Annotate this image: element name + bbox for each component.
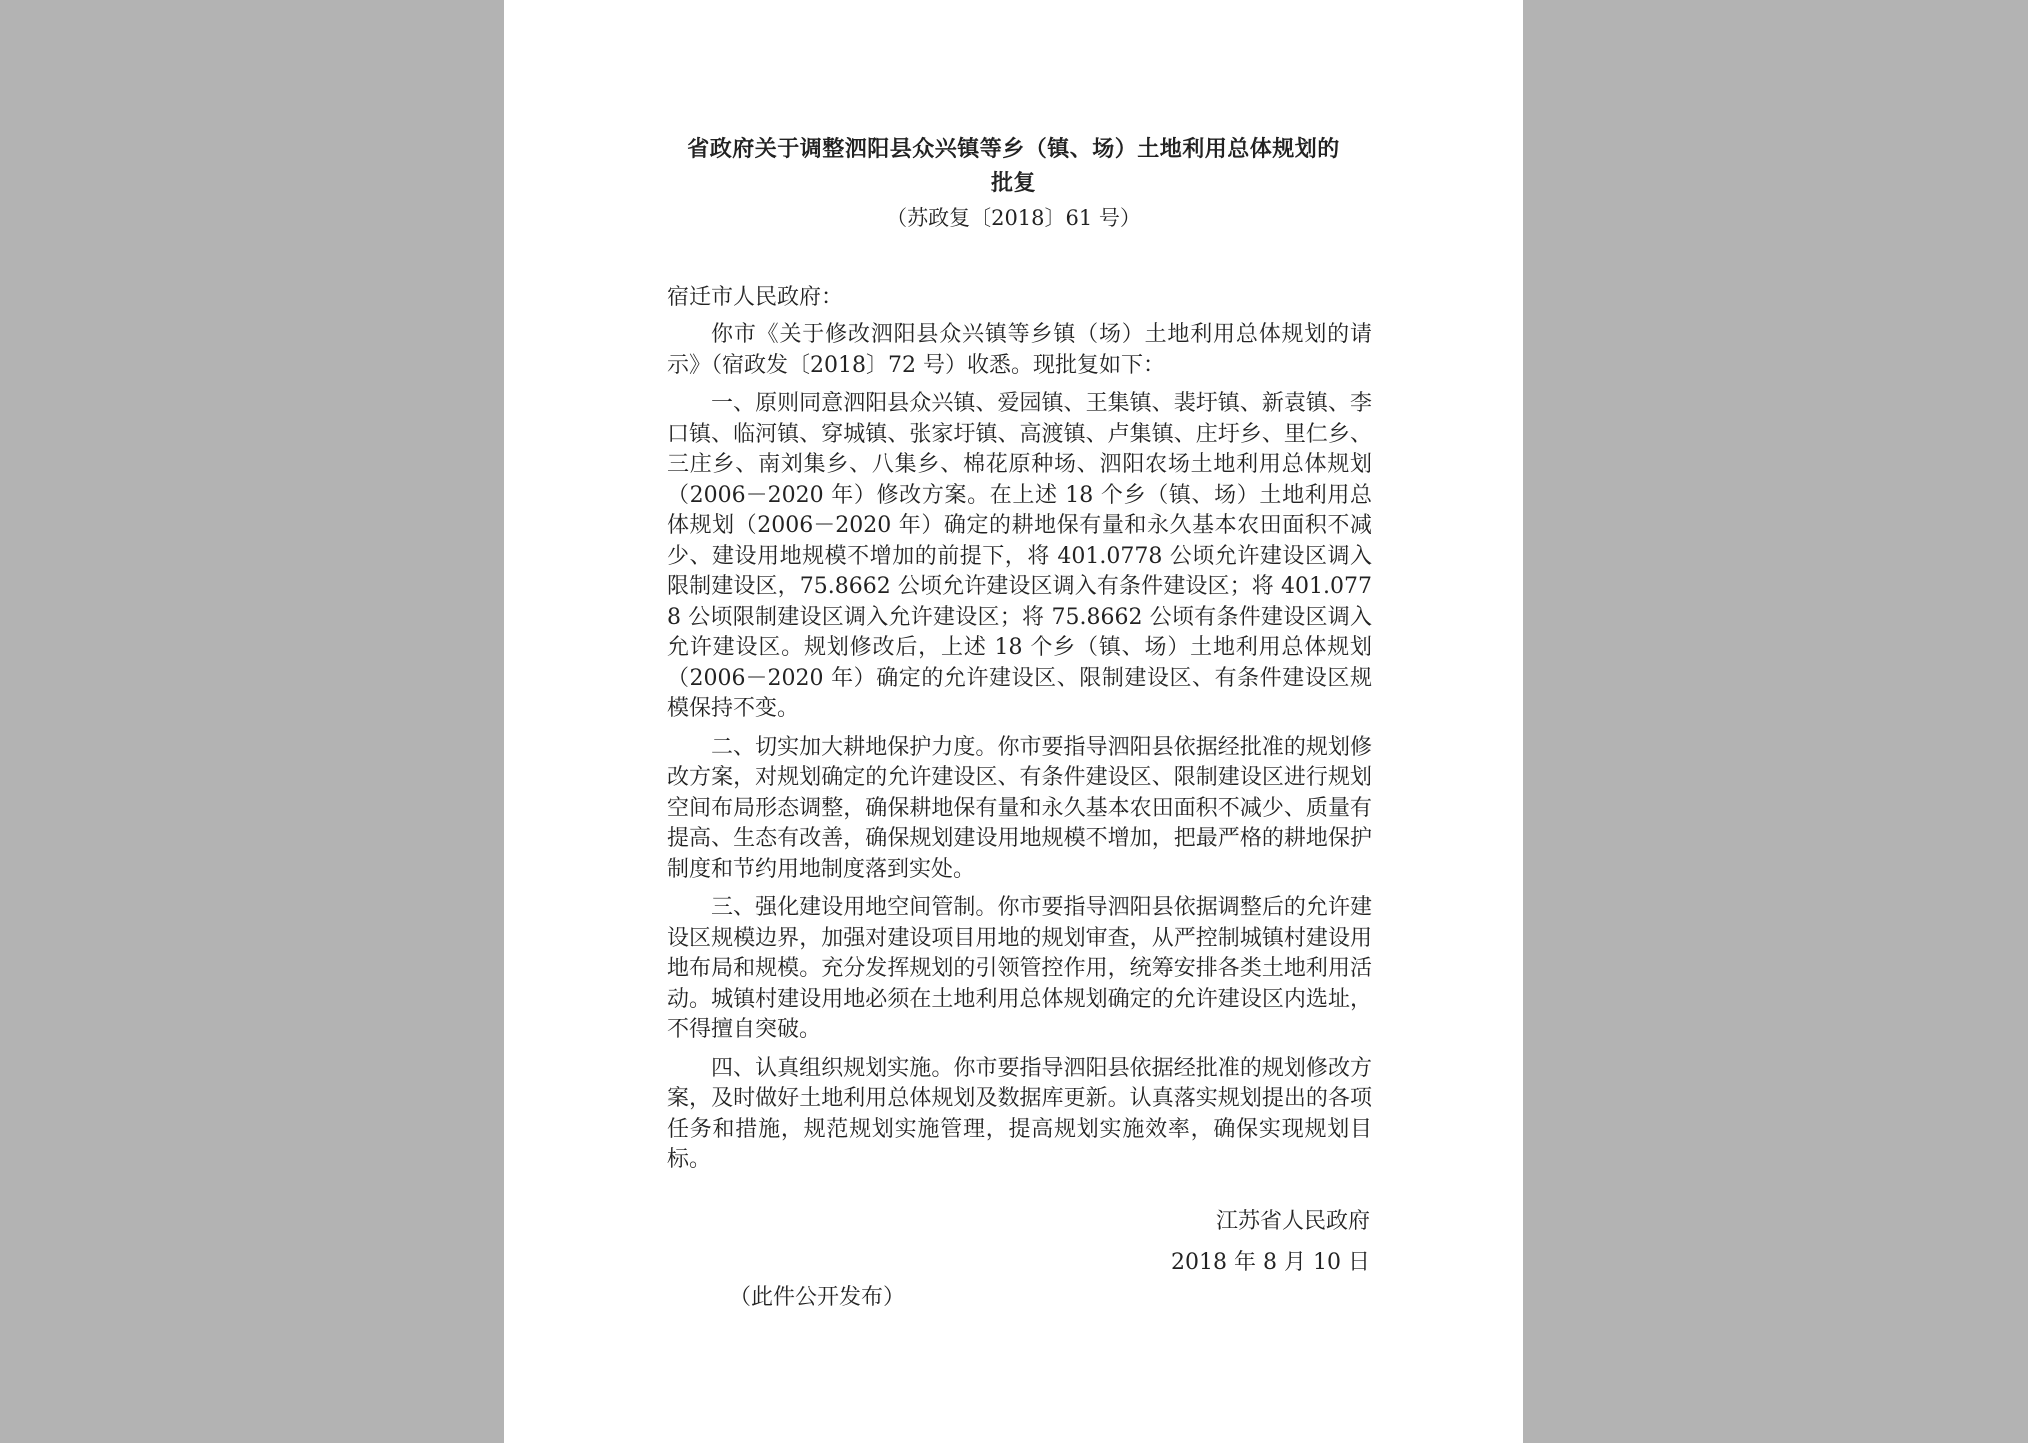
salutation: 宿迁市人民政府：: [667, 285, 844, 310]
signer: 江苏省人民政府: [1215, 1209, 1370, 1234]
paragraph-item-3: 三、强化建设用地空间管制。你市要指导泗阳县依据调整后的允许建设区规模边界，加强对建设项目用地的规划审查，从严控制城镇村建设用地布局和规模。充分发挥规划的引领管控作用，统筹安排各类土地利用活动。城镇村建设用地必须在土地利用总体规划确定的允许建设区内选址，不得擅自突破。: [667, 895, 1372, 1042]
sign-date: 2018 年 8 月 10 日: [1171, 1250, 1370, 1275]
paragraph-intro: 你市《关于修改泗阳县众兴镇等乡镇（场）土地利用总体规划的请示》（宿政发〔2018〕72 号）收悉。现批复如下：: [667, 322, 1372, 378]
document-title-line1: 省政府关于调整泗阳县众兴镇等乡（镇、场）土地利用总体规划的: [687, 136, 1340, 162]
paragraph-item-1: 一、原则同意泗阳县众兴镇、爱园镇、王集镇、裴圩镇、新袁镇、李口镇、临河镇、穿城镇、张家圩镇、高渡镇、卢集镇、庄圩乡、里仁乡、三庄乡、南刘集乡、八集乡、棉花原种场、泗阳农场土地利用总体规划（2006－2020 年）修改方案。在上述 18 个乡（镇、场）土地利用总体规划（2006－2020 年）确定的耕地保有量和永久基本农田面积不减少、建设用地规模不增加的前提下，将 401.0778 公顷允许建设区调入限制建设区，75.8662 公顷允许建设区调入有条件建设区；将 401.0778 公顷限制建设区调入允许建设区；将 75.8662 公顷有条件建设区调入允许建设区。规划修改后，上述 18 个乡（镇、场）土地利用总体规划（2006－2020 年）确定的允许建设区、限制建设区、有条件建设区规模保持不变。: [667, 391, 1372, 721]
document-body: [667, 320, 1372, 1184]
paragraph-item-2: 二、切实加大耕地保护力度。你市要指导泗阳县依据经批准的规划修改方案，对规划确定的允许建设区、有条件建设区、限制建设区进行规划空间布局形态调整，确保耕地保有量和永久基本农田面积不减少、质量有提高、生态有改善，确保规划建设用地规模不增加，把最严格的耕地保护制度和节约用地制度落到实处。: [667, 734, 1372, 882]
document-page: [504, 0, 1523, 1443]
document-title-line2: 批复: [990, 170, 1036, 196]
paragraph-item-4: 四、认真组织规划实施。你市要指导泗阳县依据经批准的规划修改方案，及时做好土地利用总体规划及数据库更新。认真落实规划提出的各项任务和措施，规范规划实施管理，提高规划实施效率，确保实现规划目标。: [667, 1055, 1372, 1172]
document-number: （苏政复〔2018〕61 号）: [886, 206, 1141, 230]
publish-note: （此件公开发布）: [729, 1285, 906, 1310]
